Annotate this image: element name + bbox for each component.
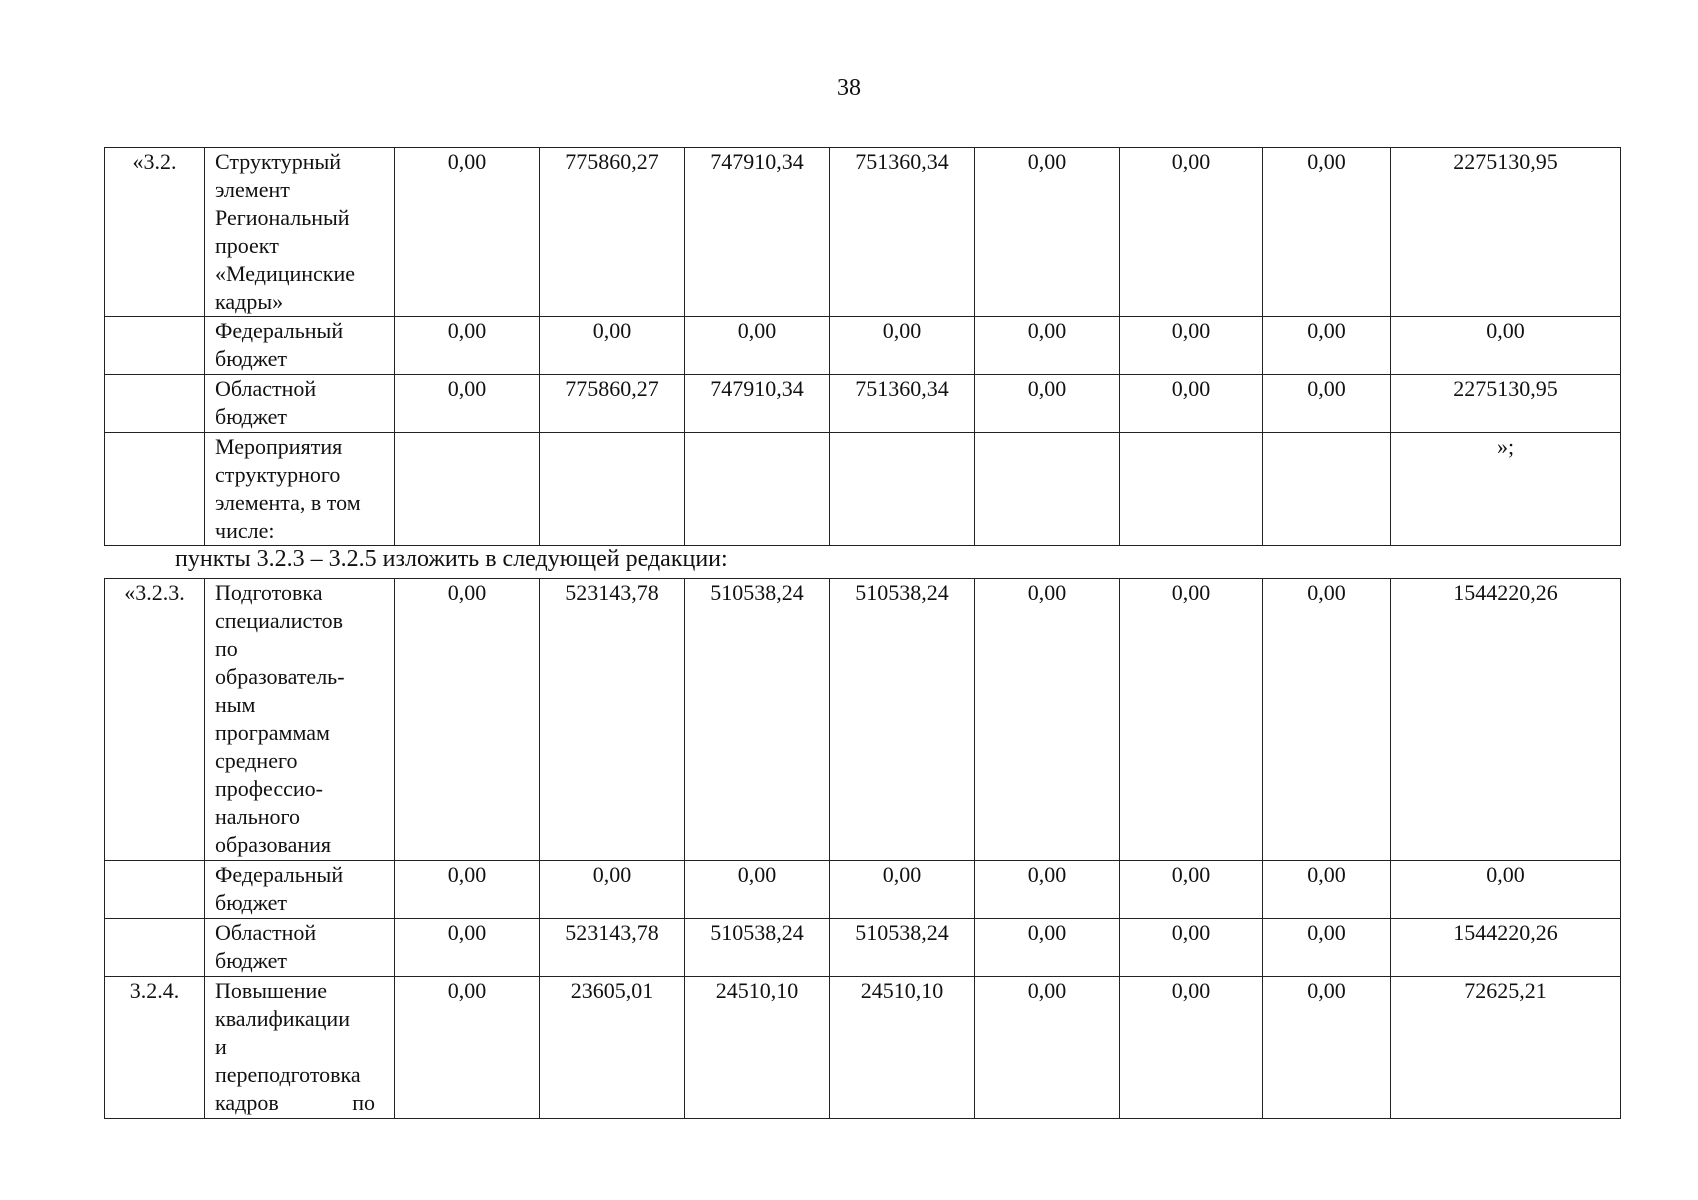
- row-code: «3.2.: [105, 148, 205, 317]
- table-row: [105, 861, 1621, 919]
- row-name: Федеральный бюджет: [205, 317, 395, 375]
- table-row: [105, 317, 1621, 375]
- value-cell: 0,00: [1263, 579, 1391, 861]
- value-cell: 510538,24: [685, 919, 830, 977]
- value-cell: 775860,27: [540, 375, 685, 433]
- row-name: Областной бюджет: [205, 375, 395, 433]
- row-name: Подготовка специалистов по образователь- ным программам среднего профессио- нального образования: [205, 579, 395, 861]
- value-cell: 0,00: [1263, 861, 1391, 919]
- value-cell: 0,00: [830, 317, 975, 375]
- value-cell: 0,00: [975, 579, 1120, 861]
- table-row: [105, 148, 1621, 317]
- value-cell: 0,00: [1120, 977, 1263, 1119]
- value-cell: 0,00: [540, 861, 685, 919]
- value-cell: [395, 433, 540, 546]
- value-cell: 0,00: [1391, 861, 1621, 919]
- value-cell: 0,00: [975, 977, 1120, 1119]
- value-cell: 0,00: [1120, 317, 1263, 375]
- value-cell: 751360,34: [830, 148, 975, 317]
- value-cell: 0,00: [685, 861, 830, 919]
- value-cell: 0,00: [1263, 148, 1391, 317]
- value-cell: 0,00: [395, 375, 540, 433]
- value-cell: [830, 433, 975, 546]
- value-cell: 24510,10: [685, 977, 830, 1119]
- instruction-text: пункты 3.2.3 – 3.2.5 изложить в следующей редакции:: [175, 546, 728, 572]
- value-cell: 0,00: [395, 579, 540, 861]
- value-cell: 0,00: [1263, 977, 1391, 1119]
- value-cell: 0,00: [1120, 375, 1263, 433]
- row-name: Федеральный бюджет: [205, 861, 395, 919]
- value-cell: 0,00: [1120, 579, 1263, 861]
- row-name: Мероприятия структурного элемента, в том числе:: [205, 433, 395, 546]
- value-cell: 72625,21: [1391, 977, 1621, 1119]
- value-cell: 1544220,26: [1391, 919, 1621, 977]
- value-cell: 23605,01: [540, 977, 685, 1119]
- table-row: [105, 433, 1621, 546]
- value-cell: 0,00: [540, 317, 685, 375]
- value-cell: 0,00: [1263, 317, 1391, 375]
- value-cell: 0,00: [975, 148, 1120, 317]
- value-cell: 0,00: [975, 375, 1120, 433]
- row-code: [105, 375, 205, 433]
- row-name: Повышение квалификации и переподготовка кадров по: [205, 977, 395, 1119]
- value-cell: [975, 433, 1120, 546]
- row-code: 3.2.4.: [105, 977, 205, 1119]
- row-name: Структурный элемент Региональный проект «Медицинские кадры»: [205, 148, 395, 317]
- value-cell: [685, 433, 830, 546]
- value-cell: 0,00: [1263, 375, 1391, 433]
- value-cell: [1120, 433, 1263, 546]
- page-number: 38: [837, 75, 861, 101]
- value-cell: 0,00: [1120, 919, 1263, 977]
- value-cell: 0,00: [1263, 919, 1391, 977]
- table-row: [105, 919, 1621, 977]
- table-row: [105, 977, 1621, 1119]
- value-cell: 510538,24: [830, 579, 975, 861]
- value-cell: 0,00: [975, 317, 1120, 375]
- row-code: [105, 317, 205, 375]
- value-cell: [1263, 433, 1391, 546]
- value-cell: 751360,34: [830, 375, 975, 433]
- table-row: [105, 579, 1621, 861]
- value-cell: 510538,24: [685, 579, 830, 861]
- value-cell: 0,00: [975, 919, 1120, 977]
- value-cell: 0,00: [395, 977, 540, 1119]
- value-cell: 523143,78: [540, 919, 685, 977]
- value-cell: 0,00: [395, 919, 540, 977]
- table-row: [105, 375, 1621, 433]
- value-cell: 0,00: [1120, 148, 1263, 317]
- row-code: «3.2.3.: [105, 579, 205, 861]
- budget-table-top: [104, 147, 1621, 546]
- row-code: [105, 861, 205, 919]
- value-cell: 0,00: [1120, 861, 1263, 919]
- value-cell: 0,00: [830, 861, 975, 919]
- closing-quote-cell: »;: [1391, 433, 1621, 546]
- budget-table-bottom: [104, 578, 1621, 1119]
- value-cell: 0,00: [1391, 317, 1621, 375]
- value-cell: 0,00: [685, 317, 830, 375]
- value-cell: 747910,34: [685, 148, 830, 317]
- value-cell: 0,00: [975, 861, 1120, 919]
- value-cell: 747910,34: [685, 375, 830, 433]
- value-cell: 775860,27: [540, 148, 685, 317]
- value-cell: 2275130,95: [1391, 375, 1621, 433]
- value-cell: 24510,10: [830, 977, 975, 1119]
- row-code: [105, 919, 205, 977]
- row-name: Областной бюджет: [205, 919, 395, 977]
- value-cell: [540, 433, 685, 546]
- value-cell: 0,00: [395, 317, 540, 375]
- value-cell: 1544220,26: [1391, 579, 1621, 861]
- value-cell: 2275130,95: [1391, 148, 1621, 317]
- value-cell: 523143,78: [540, 579, 685, 861]
- value-cell: 510538,24: [830, 919, 975, 977]
- value-cell: 0,00: [395, 861, 540, 919]
- row-code: [105, 433, 205, 546]
- value-cell: 0,00: [395, 148, 540, 317]
